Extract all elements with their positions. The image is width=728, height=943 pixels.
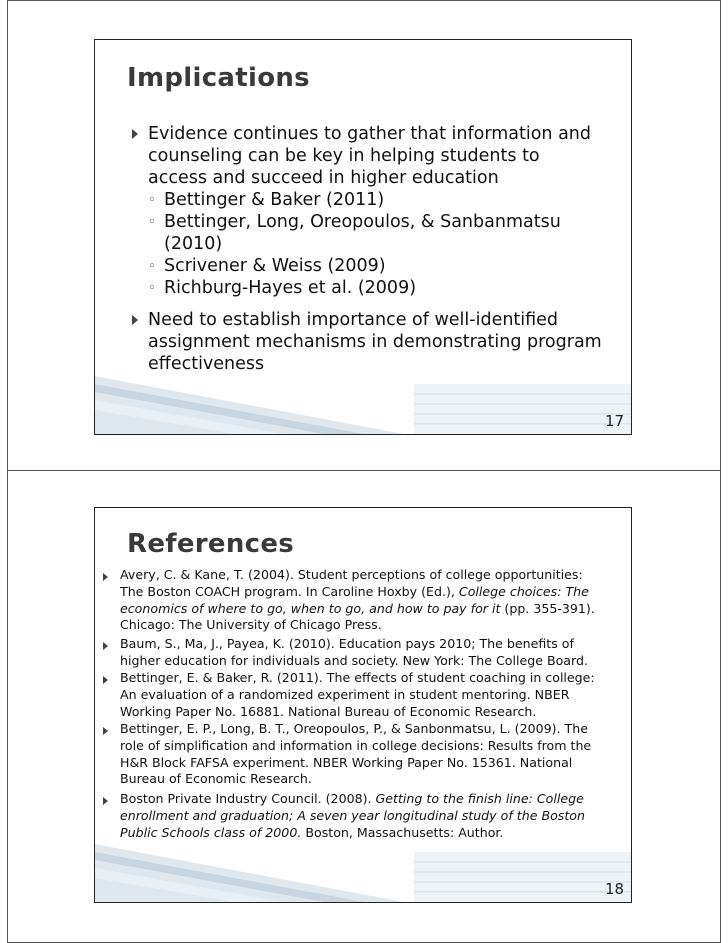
slide-decoration-stripes [95,376,631,435]
reference-item: Bettinger, E. P., Long, B. T., Oreopoulos, P., & Sanbonmatsu, L. (2009). The role of simplification and information in college decisions: Results from the H&R Block FAFSA experiment. NBER Working Paper No. 15361. National Bureau of Economic Research. [120,721,592,787]
triangle-bullet-icon [103,797,108,805]
triangle-bullet-icon [103,642,108,650]
reference-item: Baum, S., Ma, J., Payea, K. (2010). Education pays 2010; The benefits of higher education for individuals and society. New York: The College Board. [120,636,588,668]
page-title: References [127,529,295,559]
subbullet-scrivener-weiss: Scrivener & Weiss (2009) [164,256,386,276]
circle-bullet-icon: ◦ [148,215,156,230]
slide-number: 17 [605,412,625,430]
bullet-evidence: Evidence continues to gather that information and counseling can be key in helping students to access and succeed in higher education [148,124,591,188]
circle-bullet-icon: ◦ [148,281,156,296]
reference-item: Bettinger, E. & Baker, R. (2011). The effects of student coaching in college: An evaluation of a randomized experiment in student mentoring. NBER Working Paper No. 16881. National Bureau of Economic Research. [120,670,595,719]
slide-17 [94,39,632,435]
bullet-assignment: Need to establish importance of well-identified assignment mechanisms in demonstrating program effectiveness [148,310,602,374]
triangle-bullet-icon [132,315,138,325]
subbullet-richburg-hayes: Richburg-Hayes et al. (2009) [164,278,417,298]
slide-number: 18 [605,880,625,898]
triangle-bullet-icon [132,129,138,139]
triangle-bullet-icon [103,727,108,735]
circle-bullet-icon: ◦ [148,193,156,208]
subbullet-bettinger-baker: Bettinger & Baker (2011) [164,190,385,210]
reference-item: Avery, C. & Kane, T. (2004). Student perceptions of college opportunities: The Boston COACH program. In Caroline Hoxby (Ed.), College choices: The economics of where to go, when to go, and how to pay for it (pp. 355-391). Chicago: The University of Chicago Press. [120,567,595,633]
triangle-bullet-icon [103,573,108,581]
triangle-bullet-icon [103,676,108,684]
subbullet-bettinger-long: Bettinger, Long, Oreopoulos, & Sanbanmatsu (2010) [164,212,561,254]
reference-item: Boston Private Industry Council. (2008). Getting to the finish line: College enrollment and graduation; A seven year longitudinal study of the Boston Public Schools class of 2000. Boston, Massachusetts: Author. [120,791,585,840]
page-title: Implications [127,63,310,93]
slide-decoration-stripes [95,844,631,903]
circle-bullet-icon: ◦ [148,259,156,274]
